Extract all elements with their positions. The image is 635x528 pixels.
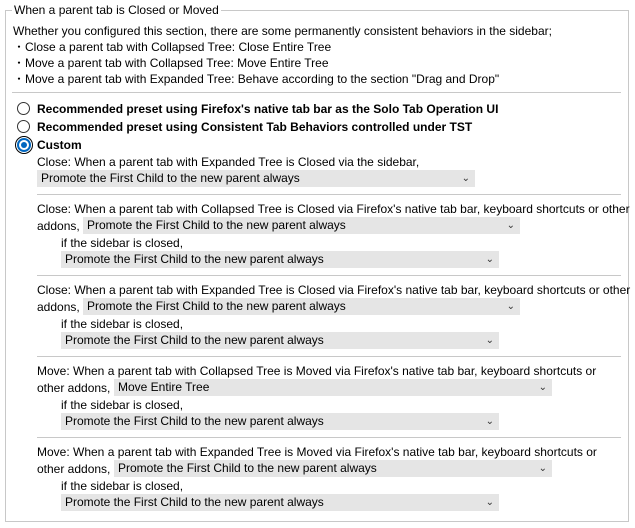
- preset-custom-label[interactable]: Custom: [37, 138, 82, 152]
- select-value: Promote the First Child to the new parent always: [65, 333, 324, 347]
- divider: [37, 437, 621, 438]
- chevron-down-icon: ⌄: [538, 382, 547, 393]
- sidebar-closed-label: if the sidebar is closed,: [61, 398, 184, 412]
- move-collapsed-native-label: Move: When a parent tab with Collapsed Tree is Moved via Firefox's native tab bar, keyboard shortcuts or: [37, 364, 597, 378]
- sidebar-closed-label: if the sidebar is closed,: [61, 479, 184, 493]
- close-collapsed-native-select[interactable]: [83, 217, 520, 234]
- chevron-down-icon: ⌄: [485, 497, 494, 508]
- close-collapsed-native-label: Close: When a parent tab with Collapsed Tree is Closed via Firefox's native tab bar, keyboard shortcuts or other: [37, 202, 630, 216]
- divider: [37, 275, 621, 276]
- close-expanded-closed-select[interactable]: [61, 332, 499, 349]
- close-expanded-sidebar-label: Close: When a parent tab with Expanded Tree is Closed via the sidebar,: [37, 155, 420, 169]
- sidebar-closed-label: if the sidebar is closed,: [61, 317, 184, 331]
- chevron-down-icon: ⌄: [506, 220, 515, 231]
- preset-tst-label[interactable]: Recommended preset using Consistent Tab Behaviors controlled under TST: [37, 120, 473, 134]
- close-expanded-native-select[interactable]: [83, 298, 520, 315]
- move-collapsed-closed-select[interactable]: [61, 413, 499, 430]
- chevron-down-icon: ⌄: [461, 173, 470, 184]
- divider: [12, 92, 621, 93]
- chevron-down-icon: ⌄: [506, 301, 515, 312]
- preset-native-label[interactable]: Recommended preset using Firefox's native tab bar as the Solo Tab Operation UI: [37, 102, 499, 116]
- intro-rule-move-collapsed: ・Move a parent tab with Collapsed Tree: Move Entire Tree: [13, 56, 329, 70]
- select-value: Promote the First Child to the new parent always: [41, 171, 300, 185]
- section-legend: When a parent tab is Closed or Moved: [14, 3, 219, 17]
- chevron-down-icon: ⌄: [485, 254, 494, 265]
- select-value: Promote the First Child to the new parent always: [65, 495, 324, 509]
- move-collapsed-native-label-cont: other addons,: [37, 381, 111, 395]
- sidebar-closed-label: if the sidebar is closed,: [61, 236, 184, 250]
- close-expanded-native-label: Close: When a parent tab with Expanded Tree is Closed via Firefox's native tab bar, keyboard shortcuts or other: [37, 283, 631, 297]
- move-expanded-native-label-cont: other addons,: [37, 462, 111, 476]
- chevron-down-icon: ⌄: [485, 335, 494, 346]
- preset-native-radio[interactable]: [17, 102, 30, 115]
- close-collapsed-closed-select[interactable]: [61, 251, 499, 268]
- select-value: Promote the First Child to the new parent always: [118, 461, 377, 475]
- select-value: Promote the First Child to the new parent always: [87, 299, 346, 313]
- intro-text: Whether you configured this section, there are some permanently consistent behaviors in the sidebar;: [13, 24, 552, 38]
- close-expanded-native-label-cont: addons,: [37, 300, 80, 314]
- move-expanded-native-select[interactable]: [114, 460, 552, 477]
- select-value: Promote the First Child to the new parent always: [65, 252, 324, 266]
- move-collapsed-native-select[interactable]: [114, 379, 552, 396]
- chevron-down-icon: ⌄: [485, 416, 494, 427]
- select-value: Promote the First Child to the new parent always: [87, 218, 346, 232]
- intro-rule-move-expanded: ・Move a parent tab with Expanded Tree: Behave according to the section "Drag and Drop": [13, 72, 500, 86]
- chevron-down-icon: ⌄: [538, 463, 547, 474]
- close-expanded-sidebar-select[interactable]: [37, 170, 475, 187]
- preset-custom-radio[interactable]: [17, 138, 31, 152]
- preset-tst-radio[interactable]: [17, 120, 30, 133]
- move-expanded-closed-select[interactable]: [61, 494, 499, 511]
- select-value: Move Entire Tree: [118, 380, 210, 394]
- intro-rule-close: ・Close a parent tab with Collapsed Tree: Close Entire Tree: [13, 40, 332, 54]
- close-collapsed-native-label-cont: addons,: [37, 219, 80, 233]
- select-value: Promote the First Child to the new parent always: [65, 414, 324, 428]
- move-expanded-native-label: Move: When a parent tab with Expanded Tree is Moved via Firefox's native tab bar, keyboard shortcuts or: [37, 445, 597, 459]
- divider: [37, 194, 621, 195]
- divider: [37, 356, 621, 357]
